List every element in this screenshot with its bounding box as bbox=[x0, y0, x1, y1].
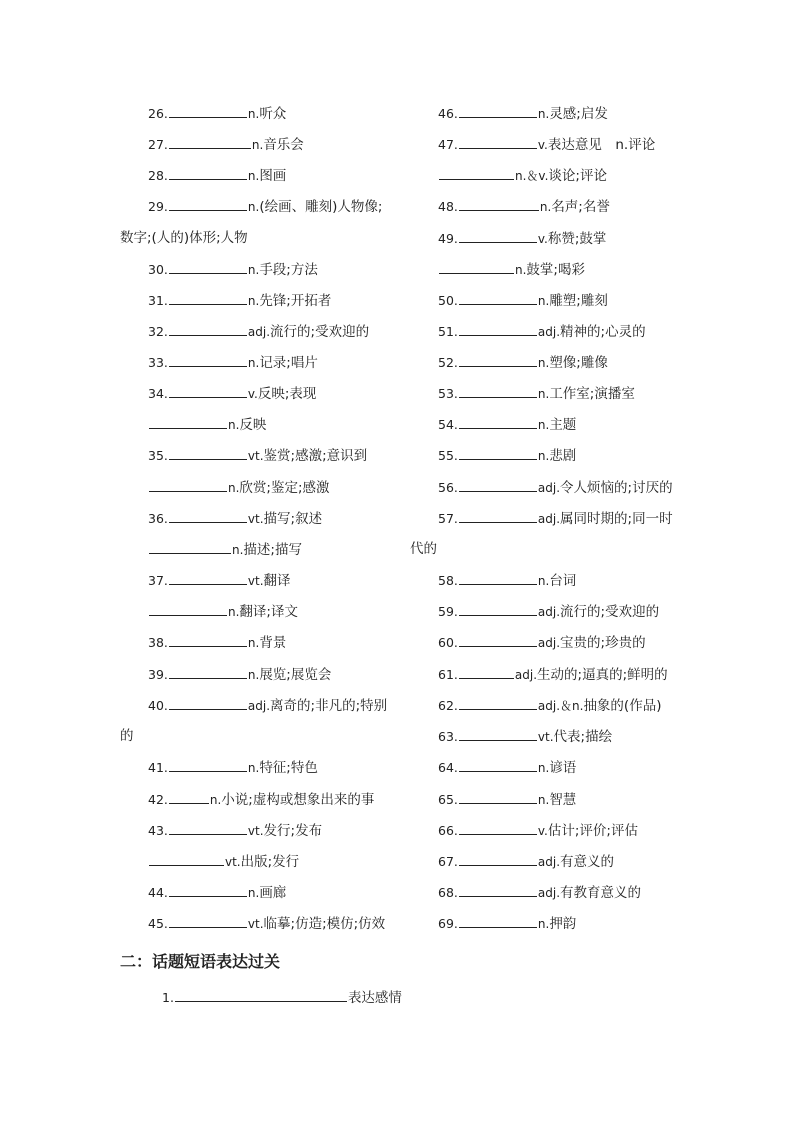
answer-blank[interactable] bbox=[169, 322, 247, 336]
part-of-speech: n. bbox=[228, 605, 240, 619]
part-of-speech: adj.＆n. bbox=[537, 699, 584, 713]
answer-blank[interactable] bbox=[149, 852, 224, 866]
answer-blank[interactable] bbox=[169, 260, 247, 274]
item-number: 35. bbox=[148, 448, 168, 463]
answer-blank[interactable] bbox=[459, 415, 537, 429]
part-of-speech: n.＆v. bbox=[515, 169, 549, 183]
vocab-item bbox=[148, 104, 286, 122]
part-of-speech: vt. bbox=[537, 730, 554, 744]
answer-blank[interactable] bbox=[459, 602, 537, 616]
part-of-speech: n. bbox=[537, 107, 550, 121]
vocab-item bbox=[148, 883, 286, 901]
vocab-item bbox=[148, 509, 322, 527]
answer-blank[interactable] bbox=[149, 602, 227, 616]
vocab-item bbox=[438, 446, 576, 464]
item-number: 62. bbox=[438, 698, 458, 713]
part-of-speech: n. bbox=[228, 481, 240, 495]
part-of-speech: n. bbox=[251, 138, 264, 152]
part-of-speech: n. bbox=[247, 294, 260, 308]
item-meaning: 欣赏;鉴定;感激 bbox=[239, 480, 330, 496]
item-number: 49. bbox=[438, 231, 458, 246]
item-meaning: 画廊 bbox=[259, 885, 287, 901]
part-of-speech: n. bbox=[232, 543, 244, 557]
item-number: 69. bbox=[438, 916, 458, 931]
item-number: 56. bbox=[438, 480, 458, 495]
answer-blank[interactable] bbox=[459, 478, 537, 492]
item-meaning: 有意义的 bbox=[560, 854, 615, 870]
vocab-item bbox=[438, 384, 635, 402]
part-of-speech: n. bbox=[247, 169, 260, 183]
item-meaning: 手段;方法 bbox=[259, 262, 318, 278]
answer-blank[interactable] bbox=[459, 883, 537, 897]
answer-blank[interactable] bbox=[459, 696, 537, 710]
item-meaning: 图画 bbox=[259, 168, 287, 184]
item-number: 28. bbox=[148, 168, 168, 183]
item-meaning: 听众 bbox=[259, 106, 287, 122]
part-of-speech: vt. bbox=[247, 574, 264, 588]
vocab-item bbox=[120, 229, 248, 247]
part-of-speech: adj. bbox=[537, 325, 561, 339]
part-of-speech: n. bbox=[537, 917, 550, 931]
item-meaning: 鉴赏;感激;意识到 bbox=[263, 448, 368, 464]
item-number: 41. bbox=[148, 760, 168, 775]
answer-blank[interactable] bbox=[169, 571, 247, 585]
item-meaning: 小说;虚构或想象出来的事 bbox=[221, 792, 375, 808]
vocab-item bbox=[438, 353, 608, 371]
item-meaning: 台词 bbox=[549, 573, 577, 589]
vocab-item bbox=[148, 478, 330, 496]
item-meaning: 发行;发布 bbox=[263, 823, 323, 839]
part-of-speech: n. bbox=[209, 793, 222, 807]
vocab-item bbox=[410, 540, 437, 558]
item-meaning: 的 bbox=[120, 728, 134, 744]
answer-blank[interactable] bbox=[169, 197, 247, 211]
part-of-speech: vt. bbox=[247, 449, 264, 463]
item-number: 43. bbox=[148, 823, 168, 838]
part-of-speech: adj. bbox=[537, 512, 561, 526]
part-of-speech: adj. bbox=[514, 668, 538, 682]
answer-blank[interactable] bbox=[169, 166, 247, 180]
part-of-speech: n. bbox=[515, 263, 527, 277]
item-meaning: 塑像;雕像 bbox=[549, 355, 608, 371]
item-meaning: 出版;发行 bbox=[240, 854, 300, 870]
answer-blank[interactable] bbox=[439, 166, 514, 180]
answer-blank[interactable] bbox=[149, 540, 231, 554]
vocab-item bbox=[148, 166, 286, 184]
item-number: 30. bbox=[148, 262, 168, 277]
vocab-item bbox=[438, 571, 576, 589]
item-number: 51. bbox=[438, 324, 458, 339]
item-meaning: 谚语 bbox=[549, 760, 577, 776]
item-meaning: 描述;描写 bbox=[243, 542, 302, 558]
part-of-speech: n. bbox=[537, 294, 550, 308]
vocab-item bbox=[148, 446, 367, 464]
answer-blank[interactable] bbox=[459, 758, 537, 772]
item-number: 53. bbox=[438, 386, 458, 401]
vocab-item bbox=[438, 790, 576, 808]
vocab-item bbox=[438, 758, 576, 776]
part-of-speech: adj. bbox=[537, 605, 561, 619]
vocab-item bbox=[438, 696, 661, 714]
answer-blank[interactable] bbox=[169, 104, 247, 118]
part-of-speech: vt. bbox=[247, 512, 264, 526]
item-meaning: 灵感;启发 bbox=[549, 106, 608, 122]
item-number: 45. bbox=[148, 916, 168, 931]
item-number: 32. bbox=[148, 324, 168, 339]
item-meaning: 抽象的(作品) bbox=[583, 698, 662, 714]
vocab-item bbox=[148, 135, 304, 153]
part-of-speech: vt. bbox=[247, 824, 264, 838]
item-meaning: 估计;评价;评估 bbox=[547, 823, 638, 839]
item-meaning: 雕塑;雕刻 bbox=[549, 293, 608, 309]
part-of-speech: n. bbox=[247, 356, 260, 370]
item-meaning: 代的 bbox=[410, 541, 437, 557]
item-number: 67. bbox=[438, 854, 458, 869]
answer-blank[interactable] bbox=[459, 135, 537, 149]
answer-blank[interactable] bbox=[175, 988, 347, 1002]
answer-blank[interactable] bbox=[169, 509, 247, 523]
vocab-item bbox=[148, 696, 387, 714]
item-meaning: (绘画、雕刻)人物像; bbox=[259, 199, 383, 215]
answer-blank[interactable] bbox=[169, 665, 247, 679]
item-meaning: 记录;唱片 bbox=[259, 355, 318, 371]
vocab-item bbox=[438, 852, 614, 870]
item-number: 52. bbox=[438, 355, 458, 370]
item-meaning: 反映;表现 bbox=[257, 386, 317, 402]
vocab-item bbox=[148, 665, 331, 683]
item-meaning: 表达意见 n.评论 bbox=[547, 137, 656, 153]
answer-blank[interactable] bbox=[459, 291, 537, 305]
vocab-item bbox=[438, 665, 668, 683]
item-number: 48. bbox=[438, 199, 458, 214]
answer-blank[interactable] bbox=[459, 665, 514, 679]
item-meaning: 鼓掌;喝彩 bbox=[526, 262, 585, 278]
answer-blank[interactable] bbox=[459, 790, 537, 804]
item-meaning: 智慧 bbox=[549, 792, 577, 808]
answer-blank[interactable] bbox=[149, 478, 227, 492]
answer-blank[interactable] bbox=[459, 509, 537, 523]
item-number: 31. bbox=[148, 293, 168, 308]
answer-blank[interactable] bbox=[459, 914, 537, 928]
vocab-item bbox=[148, 260, 318, 278]
answer-blank[interactable] bbox=[459, 104, 537, 118]
item-meaning: 音乐会 bbox=[263, 137, 304, 153]
item-number: 44. bbox=[148, 885, 168, 900]
item-meaning: 描写;叙述 bbox=[263, 511, 323, 527]
part-of-speech: n. bbox=[537, 761, 550, 775]
item-meaning: 翻译 bbox=[263, 573, 291, 589]
answer-blank[interactable] bbox=[169, 384, 247, 398]
vocab-item bbox=[438, 229, 606, 247]
item-number: 29. bbox=[148, 199, 168, 214]
part-of-speech: adj. bbox=[537, 636, 561, 650]
part-of-speech: v. bbox=[537, 138, 548, 152]
item-meaning: 令人烦恼的;讨厌的 bbox=[560, 480, 673, 496]
item-meaning: 流行的;受欢迎的 bbox=[270, 324, 370, 340]
part-of-speech: adj. bbox=[537, 855, 561, 869]
answer-blank[interactable] bbox=[149, 415, 227, 429]
part-of-speech: adj. bbox=[537, 886, 561, 900]
part-of-speech: n. bbox=[247, 263, 260, 277]
part-of-speech: n. bbox=[539, 200, 552, 214]
answer-blank[interactable] bbox=[169, 135, 251, 149]
answer-blank[interactable] bbox=[169, 821, 247, 835]
part-of-speech: n. bbox=[247, 636, 260, 650]
part-of-speech: adj. bbox=[247, 699, 271, 713]
part-of-speech: n. bbox=[247, 668, 260, 682]
answer-blank[interactable] bbox=[169, 758, 247, 772]
part-of-speech: n. bbox=[537, 793, 550, 807]
item-meaning: 翻译;译文 bbox=[239, 604, 298, 620]
item-meaning: 背景 bbox=[259, 635, 287, 651]
item-number: 68. bbox=[438, 885, 458, 900]
answer-blank[interactable] bbox=[169, 633, 247, 647]
vocab-item bbox=[148, 291, 331, 309]
answer-blank[interactable] bbox=[169, 914, 247, 928]
vocab-item bbox=[148, 852, 299, 870]
vocab-item bbox=[148, 540, 302, 558]
vocab-item bbox=[438, 260, 585, 278]
vocab-item bbox=[148, 821, 322, 839]
part-of-speech: n. bbox=[537, 356, 550, 370]
vocab-item bbox=[438, 135, 655, 153]
answer-blank[interactable] bbox=[169, 883, 247, 897]
answer-blank[interactable] bbox=[439, 260, 514, 274]
item-meaning: 离奇的;非凡的;特别 bbox=[270, 698, 388, 714]
answer-blank[interactable] bbox=[459, 353, 537, 367]
answer-blank[interactable] bbox=[169, 446, 247, 460]
part-of-speech: n. bbox=[537, 574, 550, 588]
vocab-item bbox=[148, 602, 298, 620]
vocab-item bbox=[148, 633, 286, 651]
part-of-speech: n. bbox=[228, 418, 240, 432]
phrase-meaning: 表达感情 bbox=[347, 990, 402, 1006]
part-of-speech: n. bbox=[247, 761, 260, 775]
item-number: 27. bbox=[148, 137, 168, 152]
answer-blank[interactable] bbox=[169, 291, 247, 305]
vocab-item bbox=[148, 758, 318, 776]
item-number: 26. bbox=[148, 106, 168, 121]
answer-blank[interactable] bbox=[459, 852, 537, 866]
item-meaning: 展览;展览会 bbox=[259, 667, 332, 683]
vocab-item bbox=[148, 571, 291, 589]
item-meaning: 名声;名誉 bbox=[551, 199, 610, 215]
item-meaning: 临摹;仿造;模仿;仿效 bbox=[263, 916, 386, 932]
phrase-number: 1. bbox=[162, 990, 174, 1005]
item-meaning: 生动的;逼真的;鲜明的 bbox=[537, 667, 668, 683]
part-of-speech: adj. bbox=[247, 325, 271, 339]
item-number: 65. bbox=[438, 792, 458, 807]
item-meaning: 称赞;鼓掌 bbox=[547, 231, 607, 247]
vocab-item bbox=[148, 415, 266, 433]
item-number: 40. bbox=[148, 698, 168, 713]
item-number: 37. bbox=[148, 573, 168, 588]
part-of-speech: n. bbox=[247, 886, 260, 900]
answer-blank[interactable] bbox=[459, 727, 537, 741]
item-number: 38. bbox=[148, 635, 168, 650]
item-meaning: 反映 bbox=[239, 417, 267, 433]
vocab-item bbox=[148, 790, 374, 808]
vocab-item bbox=[438, 166, 607, 184]
answer-blank[interactable] bbox=[169, 696, 247, 710]
item-number: 59. bbox=[438, 604, 458, 619]
vocab-item bbox=[438, 633, 646, 651]
answer-blank[interactable] bbox=[459, 384, 537, 398]
item-meaning: 工作室;演播室 bbox=[549, 386, 635, 402]
item-number: 61. bbox=[438, 667, 458, 682]
item-meaning: 代表;描绘 bbox=[553, 729, 613, 745]
part-of-speech: n. bbox=[537, 418, 550, 432]
answer-blank[interactable] bbox=[459, 571, 537, 585]
item-meaning: 先锋;开拓者 bbox=[259, 293, 332, 309]
item-meaning: 宝贵的;珍贵的 bbox=[560, 635, 646, 651]
vocab-item bbox=[438, 104, 608, 122]
vocab-item bbox=[438, 322, 646, 340]
part-of-speech: v. bbox=[537, 824, 548, 838]
item-number: 58. bbox=[438, 573, 458, 588]
answer-blank[interactable] bbox=[459, 197, 539, 211]
vocab-item bbox=[438, 291, 608, 309]
vocab-item bbox=[438, 478, 673, 496]
item-number: 50. bbox=[438, 293, 458, 308]
answer-blank[interactable] bbox=[459, 446, 537, 460]
item-meaning: 精神的;心灵的 bbox=[560, 324, 646, 340]
item-number: 66. bbox=[438, 823, 458, 838]
item-meaning: 谈论;评论 bbox=[548, 168, 607, 184]
item-number: 34. bbox=[148, 386, 168, 401]
vocab-item bbox=[438, 883, 641, 901]
phrase-item bbox=[162, 988, 402, 1007]
part-of-speech: v. bbox=[537, 232, 548, 246]
item-number: 64. bbox=[438, 760, 458, 775]
vocab-item bbox=[148, 914, 385, 932]
item-meaning: 押韵 bbox=[549, 916, 577, 932]
item-meaning: 悲剧 bbox=[549, 448, 577, 464]
item-meaning: 主题 bbox=[549, 417, 577, 433]
part-of-speech: n. bbox=[247, 107, 260, 121]
answer-blank[interactable] bbox=[459, 229, 537, 243]
vocab-item bbox=[438, 197, 610, 215]
section-heading: 二：话题短语表达过关 bbox=[120, 952, 281, 971]
part-of-speech: v. bbox=[247, 387, 258, 401]
item-number: 55. bbox=[438, 448, 458, 463]
part-of-speech: n. bbox=[537, 387, 550, 401]
vocab-item bbox=[438, 821, 638, 839]
item-meaning: 数字;(人的)体形;人物 bbox=[120, 230, 248, 246]
item-number: 57. bbox=[438, 511, 458, 526]
item-number: 33. bbox=[148, 355, 168, 370]
answer-blank[interactable] bbox=[459, 633, 537, 647]
answer-blank[interactable] bbox=[169, 790, 209, 804]
item-number: 60. bbox=[438, 635, 458, 650]
item-number: 36. bbox=[148, 511, 168, 526]
vocab-item bbox=[148, 322, 369, 340]
vocab-item bbox=[148, 197, 382, 215]
answer-blank[interactable] bbox=[459, 322, 537, 336]
item-meaning: 特征;特色 bbox=[259, 760, 318, 776]
part-of-speech: n. bbox=[247, 200, 260, 214]
item-number: 47. bbox=[438, 137, 458, 152]
item-number: 46. bbox=[438, 106, 458, 121]
item-meaning: 属同时期的;同一时 bbox=[560, 511, 673, 527]
part-of-speech: adj. bbox=[537, 481, 561, 495]
answer-blank[interactable] bbox=[169, 353, 247, 367]
vocab-item bbox=[438, 509, 673, 527]
part-of-speech: vt. bbox=[225, 855, 241, 869]
vocab-item bbox=[120, 727, 134, 745]
item-number: 42. bbox=[148, 792, 168, 807]
answer-blank[interactable] bbox=[459, 821, 537, 835]
part-of-speech: n. bbox=[537, 449, 550, 463]
item-number: 39. bbox=[148, 667, 168, 682]
item-number: 63. bbox=[438, 729, 458, 744]
vocab-item bbox=[438, 727, 612, 745]
vocab-item bbox=[438, 415, 576, 433]
vocab-item bbox=[148, 353, 318, 371]
part-of-speech: vt. bbox=[247, 917, 264, 931]
vocab-item bbox=[148, 384, 316, 402]
vocab-item bbox=[438, 602, 659, 620]
item-meaning: 有教育意义的 bbox=[560, 885, 642, 901]
vocab-item bbox=[438, 914, 576, 932]
item-number: 54. bbox=[438, 417, 458, 432]
item-meaning: 流行的;受欢迎的 bbox=[560, 604, 660, 620]
